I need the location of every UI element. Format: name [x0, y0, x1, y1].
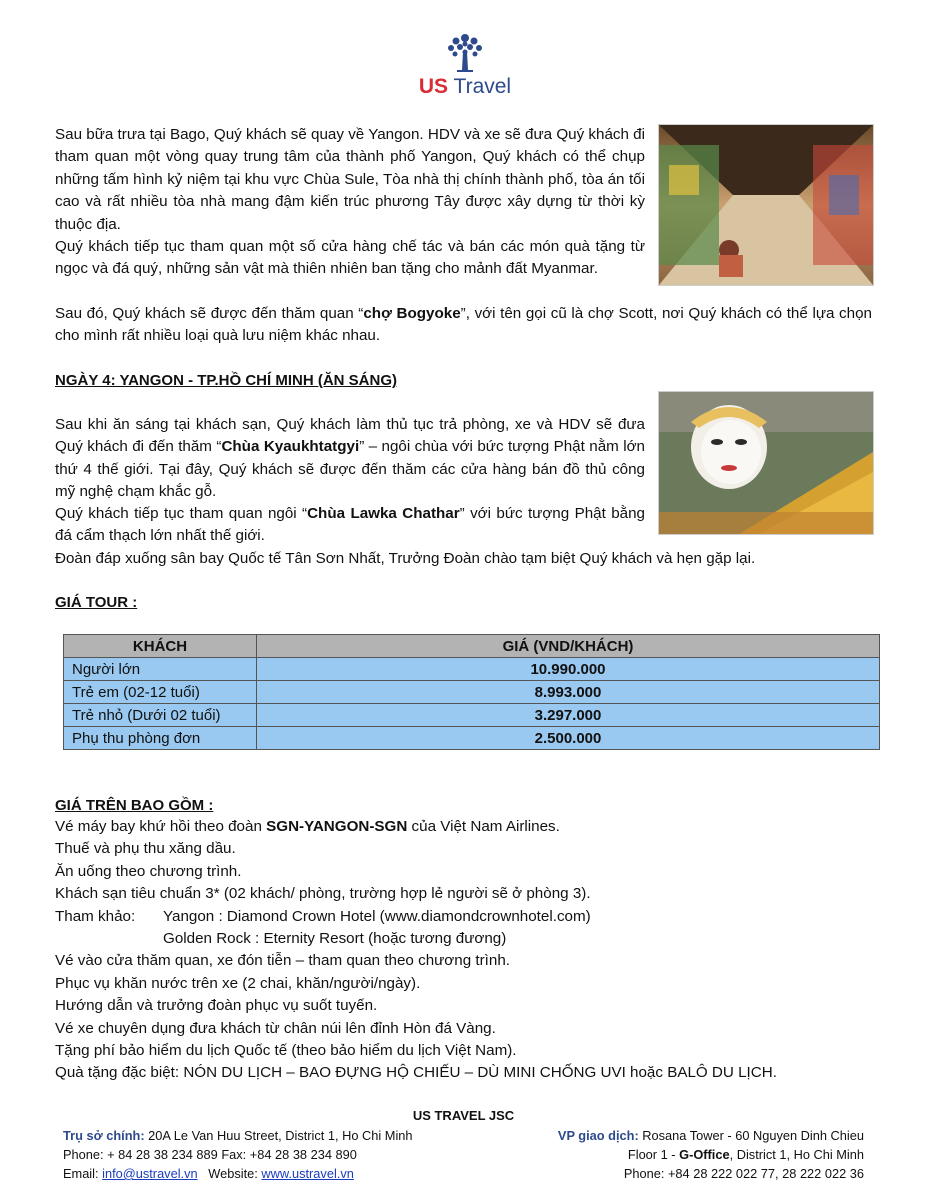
- text-span: Floor 1 -: [627, 1147, 680, 1162]
- market-photo: [658, 124, 874, 286]
- guest-cell: Trẻ em (02-12 tuổi): [64, 681, 257, 704]
- text-span: , District 1, Ho Chi Minh: [729, 1147, 864, 1162]
- table-header-row: [64, 635, 880, 658]
- market-name: chợ Bogyoke: [363, 305, 461, 322]
- text-span: ” với bức tượng Phật bằng đá cẩm thạch lớn nhất thế giới.: [55, 505, 645, 545]
- route-code: SGN-YANGON-SGN: [266, 818, 408, 835]
- include-item: Ăn uống theo chương trình.: [55, 863, 242, 880]
- office-label: VP giao dịch:: [557, 1128, 639, 1143]
- office-floor: [558, 1145, 864, 1164]
- price-heading: GIÁ TOUR :: [55, 594, 138, 611]
- logo-travel: Travel: [453, 75, 512, 98]
- email-link[interactable]: info@ustravel.vn: [102, 1166, 198, 1181]
- include-item: Hướng dẫn và trưởng đoàn phục vụ suốt tuyến.: [55, 997, 378, 1014]
- table-row: [64, 704, 880, 727]
- intro-paragraph-2: Quý khách tiếp tục tham quan một số cửa hàng chế tác và bán các món quà tặng từ ngọc và đá quý, những sản vật mà thiên nhiên ban tặng cho mảnh đất Myanmar.: [55, 238, 645, 278]
- include-item: Vé xe chuyên dụng đưa khách từ chân núi lên đỉnh Hòn đá Vàng.: [55, 1020, 496, 1037]
- includes-heading: GIÁ TRÊN BAO GỒM :: [55, 797, 214, 814]
- hq-line: [63, 1126, 413, 1145]
- logo-us: US: [418, 75, 449, 98]
- office-address: Rosana Tower - 60 Nguyen Dinh Chieu: [638, 1128, 864, 1143]
- price-cell: 3.297.000: [257, 704, 880, 727]
- col-guest-header: KHÁCH: [64, 635, 257, 658]
- email-label: Email:: [63, 1166, 103, 1181]
- table-row: [64, 727, 880, 750]
- footer-office: [558, 1126, 864, 1183]
- guest-cell: Trẻ nhỏ (Dưới 02 tuổi): [64, 704, 257, 727]
- reference-hotel-2: Golden Rock : Eternity Resort (hoặc tương đương): [163, 930, 507, 947]
- tree-logo-icon: [443, 30, 487, 74]
- price-cell: 10.990.000: [257, 658, 880, 681]
- table-row: [64, 658, 880, 681]
- day4-paragraph-2: [55, 503, 645, 548]
- include-item: Phục vụ khăn nước trên xe (2 chai, khăn/người/ngày).: [55, 975, 421, 992]
- guest-cell: Phụ thu phòng đơn: [64, 727, 257, 750]
- table-row: [64, 681, 880, 704]
- office-line: [558, 1126, 864, 1145]
- day4-paragraph-1: [55, 414, 645, 504]
- us-travel-logo: [410, 30, 520, 100]
- office-name: G-Office: [679, 1147, 730, 1162]
- reclining-buddha-photo: [658, 391, 874, 535]
- text-span: ”, với tên gọi cũ là chợ Scott, nơi Quý khách có thể lựa chọn cho mình rất nhiều loại quà lưu niệm khác nhau.: [55, 305, 872, 345]
- price-cell: 8.993.000: [257, 681, 880, 704]
- reference-label: Tham khảo:: [55, 908, 136, 925]
- day4-heading: NGÀY 4: YANGON - TP.HỒ CHÍ MINH (ĂN SÁNG): [55, 372, 397, 389]
- website-label: Website:: [197, 1166, 262, 1181]
- text-span: Quý khách tiếp tục tham quan ngôi “: [55, 505, 308, 522]
- logo-wordmark: [410, 76, 520, 98]
- hq-label: Trụ sở chính:: [63, 1128, 145, 1143]
- text-span: Vé máy bay khứ hồi theo đoàn: [55, 818, 267, 835]
- guest-cell: Người lớn: [64, 658, 257, 681]
- intro-paragraph-1: Sau bữa trưa tại Bago, Quý khách sẽ quay về Yangon. HDV và xe sẽ đưa Quý khách đi tham quan một vòng quay trung tâm của thành phố Yangon, Quý khách có thể chụp những tấm hình kỷ niệm tại khu vực Chùa Sule, Tòa nhà thị chính thành phố, tòa án tối cao và rất nhiều tòa nhà mang đậm kiến trúc phương Tây được xây dựng từ thời kỳ thuộc địa.: [55, 126, 645, 233]
- include-item: Tặng phí bảo hiểm du lịch Quốc tế (theo bảo hiểm du lịch Việt Nam).: [55, 1042, 517, 1059]
- footer-headquarters: [63, 1126, 413, 1183]
- hq-address: 20A Le Van Huu Street, District 1, Ho Chi Minh: [144, 1128, 413, 1143]
- hq-contact: [63, 1164, 413, 1183]
- day4-paragraph-3: Đoàn đáp xuống sân bay Quốc tế Tân Sơn Nhất, Trưởng Đoàn chào tạm biệt Quý khách và hẹn gặp lại.: [55, 550, 756, 567]
- price-cell: 2.500.000: [257, 727, 880, 750]
- intro-paragraph-3: [55, 303, 872, 348]
- include-item: Thuế và phụ thu xăng dầu.: [55, 840, 236, 857]
- footer-company: US TRAVEL JSC: [412, 1108, 515, 1123]
- pagoda-name: Chùa Lawka Chathar: [307, 505, 460, 522]
- website-link[interactable]: www.ustravel.vn: [261, 1166, 354, 1181]
- include-item: Vé vào cửa thăm quan, xe đón tiễn – tham quan theo chương trình.: [55, 952, 510, 969]
- text-span: Sau khi ăn sáng tại khách sạn, Quý khách làm thủ tục trả phòng, xe và HDV sẽ đưa Quý khách đi đến thăm “: [55, 416, 645, 456]
- office-phone: Phone: +84 28 222 022 77, 28 222 022 36: [623, 1166, 864, 1181]
- text-span: ” – ngôi chùa với bức tượng Phật nằm lớn thứ 4 thế giới. Tại đây, Quý khách sẽ được đến thăm các cửa hàng bán đồ thủ công mỹ nghệ chạm khắc gỗ.: [55, 438, 645, 501]
- reference-hotel-1: Yangon : Diamond Crown Hotel (www.diamondcrownhotel.com): [163, 908, 591, 925]
- col-price-header: GIÁ (VND/KHÁCH): [257, 635, 880, 658]
- text-span: Sau đó, Quý khách sẽ được đến thăm quan “: [55, 305, 364, 322]
- text-span: của Việt Nam Airlines.: [407, 818, 560, 835]
- pagoda-name: Chùa Kyaukhtatgyi: [221, 438, 360, 456]
- include-item: [55, 816, 872, 838]
- price-table: [63, 634, 880, 750]
- include-item: Quà tặng đặc biệt: NÓN DU LỊCH – BAO ĐỰNG HỘ CHIẾU – DÙ MINI CHỐNG UVI hoặc BALÔ DU LỊCH.: [55, 1064, 777, 1081]
- include-item: Khách sạn tiêu chuẩn 3* (02 khách/ phòng, trường hợp lẻ người sẽ ở phòng 3).: [55, 885, 591, 902]
- hq-phone: Phone: + 84 28 38 234 889 Fax: +84 28 38 234 890: [63, 1147, 357, 1162]
